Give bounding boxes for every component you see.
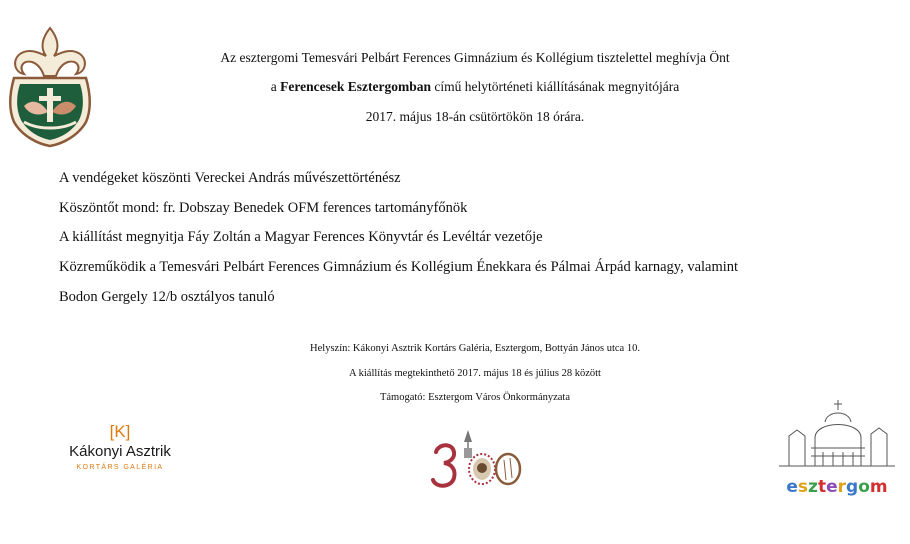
basilica-sketch-icon	[775, 398, 899, 468]
anniversary-300-logo	[428, 426, 524, 492]
viewable-dates-text: A kiállítás megtekinthető 2017. május 18 és július 28 között	[349, 368, 601, 379]
title-suffix: című helytörténeti kiállításának megnyitójára	[431, 79, 680, 94]
program-line-opening: A kiállítást megnyitja Fáy Zoltán a Magyar Ferences Könyvtár és Levéltár vezetője	[59, 229, 543, 245]
kakonyi-gallery-logo	[60, 423, 180, 474]
kakonyi-k-mark: [K]	[109, 422, 131, 441]
city-wordmark	[775, 473, 899, 499]
location-text: Helyszín: Kákonyi Asztrik Kortárs Galéria, Esztergom, Bottyán János utca 10.	[310, 343, 640, 354]
esztergom-city-logo	[775, 398, 899, 497]
program-line-performers: Közreműködik a Temesvári Pelbárt Ferences Gimnázium és Kollégium Énekkara és Pálmai Árpád karnagy, valamint	[59, 259, 739, 275]
program-line-speech: Köszöntőt mond: fr. Dobszay Benedek OFM ferences tartományfőnök	[59, 200, 468, 216]
event-datetime: 2017. május 18-án csütörtökön 18 órára.	[365, 109, 585, 124]
program-line-greeting: A vendégeket köszönti Vereckei András művészettörténész	[59, 170, 401, 186]
city-name-text: esztergom	[786, 477, 888, 497]
franciscan-crest-icon	[2, 26, 98, 148]
kakonyi-subtitle: KORTÁRS GALÉRIA	[76, 464, 164, 471]
kakonyi-name: Kákonyi Asztrik	[69, 443, 171, 460]
title-prefix: a	[270, 79, 281, 94]
invitation-intro: Az esztergomi Temesvári Pelbárt Ferences Gimnázium és Kollégium tisztelettel meghívja Önt	[220, 50, 730, 65]
program-line-student: Bodon Gergely 12/b osztályos tanuló	[59, 289, 275, 305]
exhibition-title: Ferencesek Esztergomban	[280, 79, 432, 94]
invitation-title-line	[150, 79, 800, 95]
sponsor-text: Támogató: Esztergom Város Önkormányzata	[379, 392, 570, 403]
